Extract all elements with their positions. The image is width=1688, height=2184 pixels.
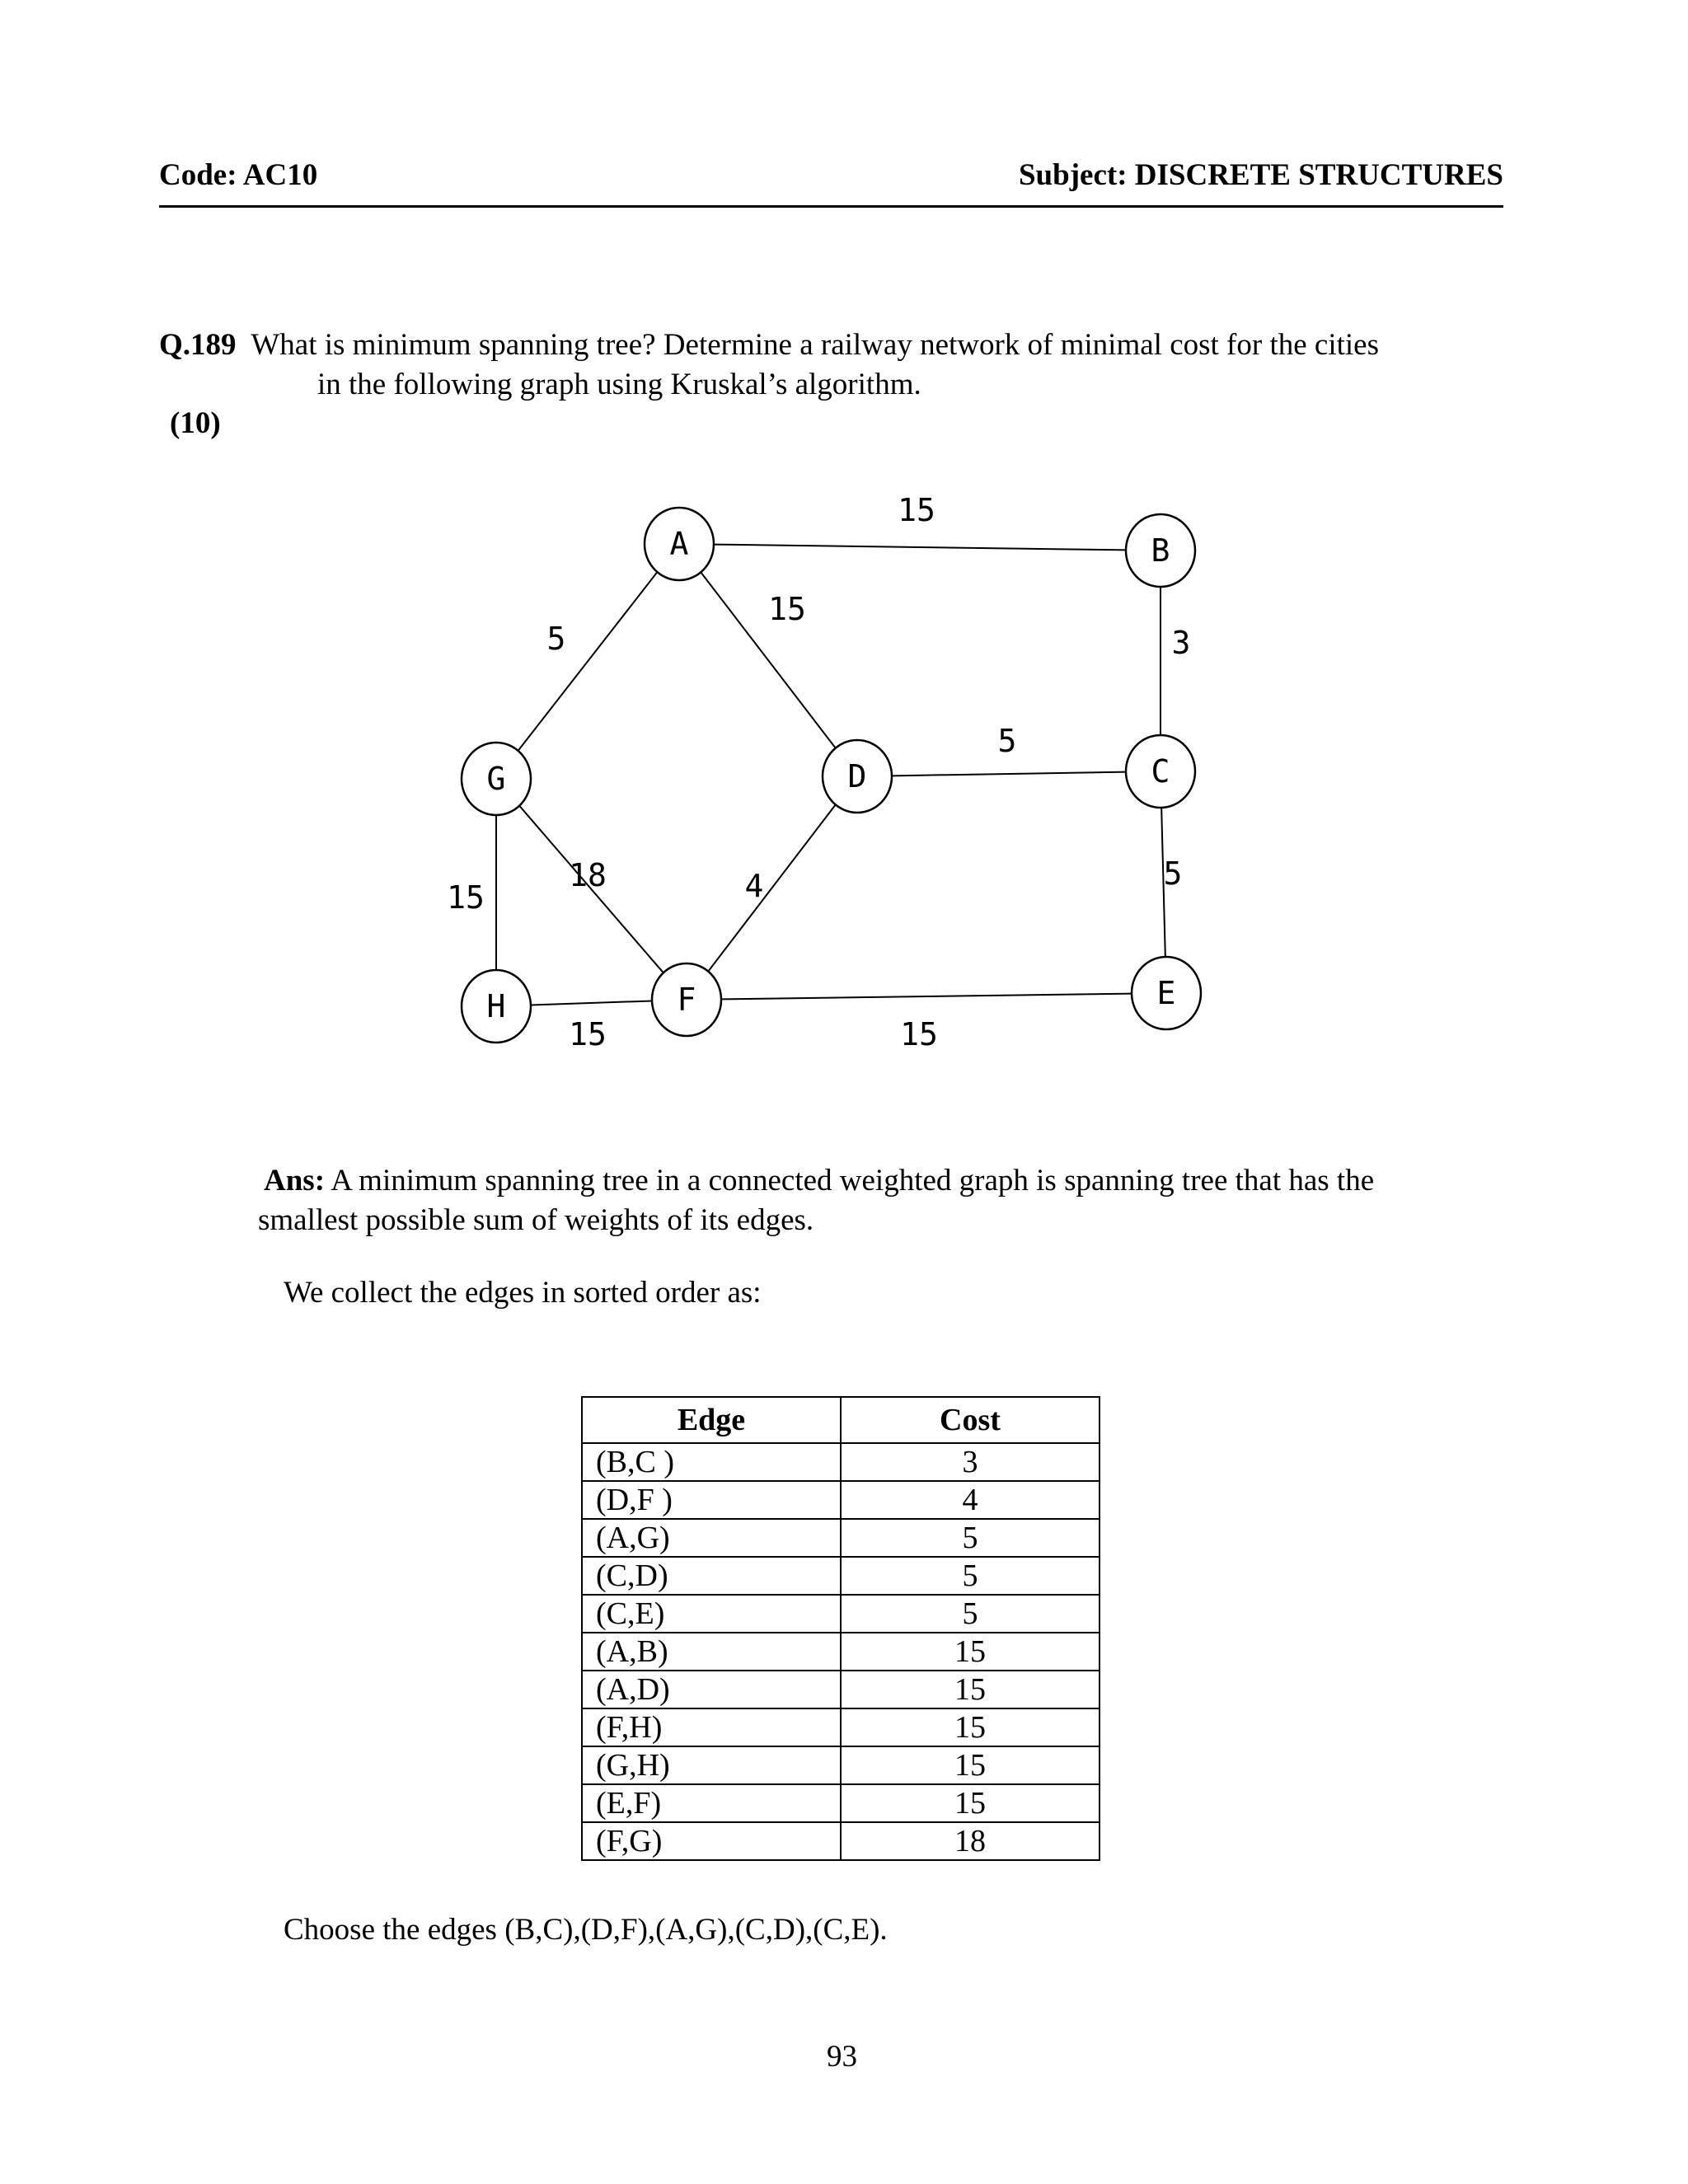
table-row xyxy=(582,1595,1100,1633)
cost-cell: 5 xyxy=(841,1557,1100,1595)
answer-line-1 xyxy=(264,1161,1374,1200)
question-text-1: What is minimum spanning tree? Determine a railway network of minimal cost for the cities xyxy=(251,328,1379,362)
node-d xyxy=(823,740,892,813)
node-label: E xyxy=(1156,975,1176,1011)
edge-cell: (A,G) xyxy=(582,1519,841,1557)
question-text-2: in the following graph using Kruskal’s algorithm. xyxy=(317,368,921,401)
table-row xyxy=(582,1671,1100,1708)
edge-cell: (E,F) xyxy=(582,1784,841,1822)
node-label: B xyxy=(1151,532,1170,569)
table-row xyxy=(582,1822,1100,1860)
page-number: 93 xyxy=(827,2040,857,2074)
table-row xyxy=(582,1708,1100,1746)
edge-cell: (A,D) xyxy=(582,1671,841,1708)
header-code: Code: AC10 xyxy=(159,158,318,192)
question-number: Q.189 xyxy=(159,328,237,362)
node-b xyxy=(1126,514,1195,587)
node-a xyxy=(645,508,714,580)
cost-cell: 3 xyxy=(841,1443,1100,1481)
edge-weight-g-h: 15 xyxy=(447,879,485,916)
table-row xyxy=(582,1557,1100,1595)
edge-a-g xyxy=(518,571,658,752)
node-label: H xyxy=(486,988,506,1024)
node-label: D xyxy=(847,758,867,794)
node-h xyxy=(462,970,531,1043)
table-row xyxy=(582,1519,1100,1557)
table-row xyxy=(582,1784,1100,1822)
edge-weight-f-e: 15 xyxy=(900,1016,938,1052)
edge-weight-d-c: 5 xyxy=(997,723,1017,759)
node-e xyxy=(1132,957,1201,1029)
edge-a-b xyxy=(714,545,1126,551)
header-rule xyxy=(159,205,1503,208)
edge-weight-a-d: 15 xyxy=(768,591,806,627)
cost-cell: 4 xyxy=(841,1481,1100,1519)
answer-label: Ans: xyxy=(264,1164,326,1197)
edge-weight-g-f: 18 xyxy=(569,857,607,893)
edge-d-c xyxy=(892,772,1126,776)
edge-weight-d-f: 4 xyxy=(744,868,764,904)
table-header-cost: Cost xyxy=(841,1397,1100,1443)
question-line-1 xyxy=(159,326,1379,364)
table-row xyxy=(582,1481,1100,1519)
edge-cell: (D,F ) xyxy=(582,1481,841,1519)
edge-weight-c-e: 5 xyxy=(1163,855,1183,892)
node-label: G xyxy=(486,761,506,797)
cost-cell: 15 xyxy=(841,1784,1100,1822)
edge-weight-a-b: 15 xyxy=(898,492,935,528)
edge-cell: (G,H) xyxy=(582,1746,841,1784)
node-label: F xyxy=(677,982,696,1018)
table-row xyxy=(582,1746,1100,1784)
cost-cell: 15 xyxy=(841,1633,1100,1671)
edge-cell: (B,C ) xyxy=(582,1443,841,1481)
edge-h-f xyxy=(531,1001,652,1005)
answer-text-1: A minimum spanning tree in a connected weighted graph is spanning tree that has the xyxy=(325,1164,1375,1197)
edge-cell: (C,D) xyxy=(582,1557,841,1595)
edge-cell: (C,E) xyxy=(582,1595,841,1633)
cost-cell: 15 xyxy=(841,1671,1100,1708)
node-c xyxy=(1126,735,1195,808)
edge-f-e xyxy=(721,994,1132,1000)
edge-cell: (A,B) xyxy=(582,1633,841,1671)
cost-cell: 15 xyxy=(841,1708,1100,1746)
edge-weight-b-c: 3 xyxy=(1171,625,1191,661)
railway-graph xyxy=(445,486,1220,1063)
sorted-intro: We collect the edges in sorted order as: xyxy=(284,1276,762,1310)
node-g xyxy=(462,743,531,815)
graph-nodes xyxy=(462,508,1201,1043)
sorted-edges-table xyxy=(581,1396,1100,1861)
cost-cell: 5 xyxy=(841,1595,1100,1633)
table-header-edge: Edge xyxy=(582,1397,841,1443)
table-header-row xyxy=(582,1397,1100,1443)
table-row xyxy=(582,1633,1100,1671)
node-f xyxy=(652,963,721,1036)
edge-weight-h-f: 15 xyxy=(569,1016,607,1052)
node-label: C xyxy=(1151,753,1170,790)
answer-text-2: smallest possible sum of weights of its edges. xyxy=(258,1203,814,1237)
chosen-edges: Choose the edges (B,C),(D,F),(A,G),(C,D),(C,E). xyxy=(284,1913,888,1947)
edge-cell: (F,G) xyxy=(582,1822,841,1860)
table-row xyxy=(582,1443,1100,1481)
cost-cell: 15 xyxy=(841,1746,1100,1784)
header-subject: Subject: DISCRETE STRUCTURES xyxy=(1018,158,1503,192)
edge-cell: (F,H) xyxy=(582,1708,841,1746)
question-marks: (10) xyxy=(170,406,221,440)
node-label: A xyxy=(669,526,689,562)
edge-weight-a-g: 5 xyxy=(546,621,566,657)
edge-d-f xyxy=(707,804,836,972)
cost-cell: 18 xyxy=(841,1822,1100,1860)
cost-cell: 5 xyxy=(841,1519,1100,1557)
